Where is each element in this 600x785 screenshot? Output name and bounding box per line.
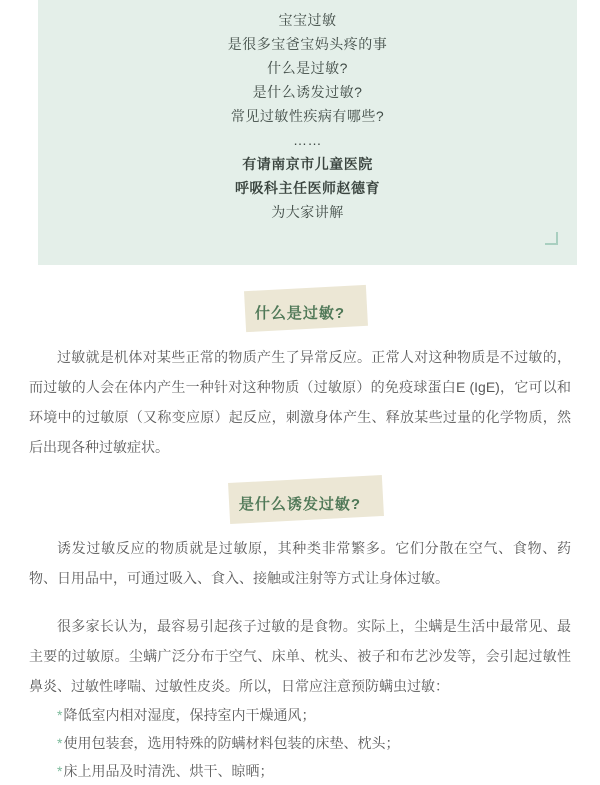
article-content xyxy=(0,301,600,785)
list-item xyxy=(29,701,571,729)
hero-line: 是什么诱发过敏? xyxy=(252,84,363,100)
hero-line: 宝宝过敏 xyxy=(278,12,337,28)
list-item xyxy=(29,729,571,757)
list-item xyxy=(29,757,571,785)
hero-line: 是很多宝爸宝妈头疼的事 xyxy=(227,36,388,52)
hero-hospital-line: 有请南京市儿童医院 xyxy=(242,156,373,172)
hero-line: 常见过敏性疾病有哪些? xyxy=(230,108,385,124)
paragraph-allergy-definition: 过敏就是机体对某些正常的物质产生了异常反应。正常人对这种物质是不过敏的，而过敏的人会在体内产生一种针对这种物质（过敏原）的免疫球蛋白E (IgE)，它可以和环境中的过敏原（又称变应原）起反应，刺激身体产生、释放某些过量的化学物质，然后出现各种过敏症状。 xyxy=(29,349,571,455)
list-item-text: 降低室内相对湿度，保持室内干燥通风； xyxy=(63,707,316,723)
hero-line: 什么是过敏? xyxy=(267,60,348,76)
hero-ellipsis: …… xyxy=(293,132,322,148)
corner-bracket-icon xyxy=(545,232,558,245)
hero-line: 为大家讲解 xyxy=(271,204,344,220)
hero-doctor-line: 呼吸科主任医师赵德育 xyxy=(235,180,380,196)
hero-banner xyxy=(38,0,577,265)
paragraph-dust-mite: 很多家长认为，最容易引起孩子过敏的是食物。实际上，尘螨是生活中最常见、最主要的过敏原。尘螨广泛分布于空气、床单、枕头、被子和布艺沙发等，会引起过敏性鼻炎、过敏性哮喘、过敏性皮炎。所以，日常应注意预防螨虫过敏： xyxy=(29,618,571,694)
list-item-text: 床上用品及时清洗、烘干、晾晒； xyxy=(63,763,274,779)
section-heading-what-triggers-allergy xyxy=(29,492,571,517)
asterisk-marker: * xyxy=(57,735,63,751)
prevention-tips-list xyxy=(29,701,571,785)
section-heading-what-is-allergy xyxy=(29,301,571,326)
list-item-text: 使用包装套，选用特殊的防螨材料包装的床垫、枕头； xyxy=(63,735,400,751)
section-heading-label: 是什么诱发过敏? xyxy=(238,496,362,513)
paragraph-allergen-types: 诱发过敏反应的物质就是过敏原，其种类非常繁多。它们分散在空气、食物、药物、日用品中，可通过吸入、食入、接触或注射等方式让身体过敏。 xyxy=(29,540,571,586)
section-heading-label: 什么是过敏? xyxy=(254,305,346,322)
asterisk-marker: * xyxy=(57,707,63,723)
asterisk-marker: * xyxy=(57,763,63,779)
